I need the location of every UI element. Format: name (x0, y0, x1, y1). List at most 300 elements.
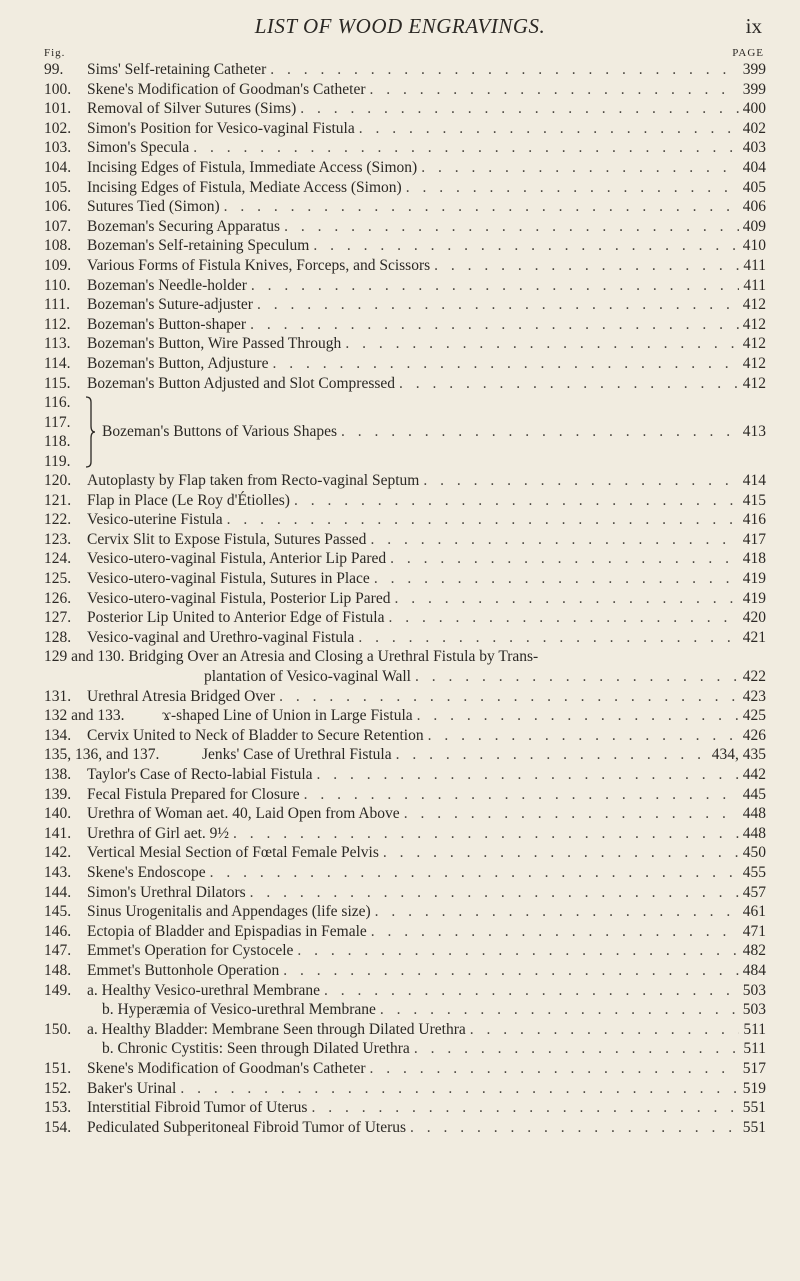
page-reference: 457 (742, 883, 766, 901)
page-reference: 517 (742, 1059, 766, 1077)
page-reference: 406 (742, 198, 766, 216)
entry-title: Cervix United to Neck of Bladder to Secure Retention (87, 726, 424, 744)
dot-leader (374, 569, 739, 589)
entry-line (87, 295, 766, 315)
entry-title: Emmet's Buttonhole Operation (87, 961, 280, 979)
page-reference: 445 (742, 785, 766, 803)
list-item (44, 295, 766, 315)
list-item (44, 785, 766, 805)
figure-number: 147. (44, 942, 72, 960)
entry-line (87, 1020, 766, 1040)
figure-number: 154. (44, 1118, 72, 1136)
dot-leader (227, 510, 739, 530)
entry-line (87, 961, 766, 981)
dot-leader (370, 530, 738, 550)
dot-leader (311, 1098, 738, 1118)
dot-leader (421, 158, 739, 178)
entry-line (87, 549, 766, 569)
entry-line (87, 569, 766, 589)
figure-number: 138. (44, 766, 72, 783)
dot-leader (224, 197, 739, 217)
list-item (44, 158, 766, 178)
page-reference: 412 (742, 296, 766, 314)
column-headings (44, 47, 764, 61)
entry-title: Vertical Mesial Section of Fœtal Female Pelvis (87, 844, 379, 862)
figure-number: 141. (44, 824, 72, 842)
page-reference: 442 (742, 766, 766, 783)
figure-number: 132 and 133. (44, 707, 125, 725)
list-item (44, 1059, 766, 1079)
dot-leader (233, 824, 739, 844)
entry-line (87, 158, 766, 178)
figure-number: 118. (44, 433, 71, 451)
entry-line (87, 510, 766, 530)
figure-number: 105. (44, 178, 72, 196)
list-item (44, 530, 766, 550)
dot-leader (300, 99, 739, 119)
page-reference: 551 (742, 1099, 766, 1117)
entry-line (87, 589, 766, 609)
entry-title: 129 and 130. Bridging Over an Atresia and Closing a Urethral Fistula by Trans- (44, 648, 539, 666)
entry-title: Bozeman's Needle-holder (87, 276, 247, 294)
page-reference: 409 (742, 217, 766, 235)
list-item (44, 197, 766, 217)
entry-title: Fecal Fistula Prepared for Closure (87, 785, 300, 803)
list-item-continuation (44, 667, 766, 687)
page-reference: 423 (742, 687, 766, 705)
entry-line (87, 60, 766, 80)
entry-title: Bozeman's Suture-adjuster (87, 296, 253, 314)
entry-line (87, 217, 766, 237)
figure-number: 106. (44, 198, 72, 216)
dot-leader (383, 843, 739, 863)
entry-title: Jenks' Case of Urethral Fistula (202, 746, 392, 764)
page-reference: 482 (742, 942, 766, 960)
dot-leader (370, 1059, 739, 1079)
engraving-list (44, 60, 766, 1137)
dot-leader (304, 785, 739, 805)
figure-number: 123. (44, 530, 72, 548)
entry-line (87, 628, 766, 648)
entry-line (87, 99, 766, 119)
entry-line (87, 883, 766, 903)
entry-line (204, 667, 766, 687)
page-reference: 399 (742, 61, 766, 78)
list-item (44, 765, 766, 785)
group-figure-numbers (44, 393, 84, 471)
figure-number: 128. (44, 628, 72, 646)
page-reference: 412 (742, 374, 766, 392)
entry-line (102, 1000, 766, 1020)
entry-title: Flap in Place (Le Roy d'Étiolles) (87, 491, 290, 509)
figure-number: 111. (44, 296, 70, 314)
dot-leader (358, 628, 738, 648)
page-reference: 419 (742, 570, 766, 588)
figure-number: 153. (44, 1099, 72, 1117)
dot-leader (414, 1039, 740, 1059)
list-item (44, 138, 766, 158)
dot-leader (396, 745, 708, 765)
entry-title: Sutures Tied (Simon) (87, 198, 220, 216)
list-item (44, 60, 766, 80)
dot-leader (359, 119, 739, 139)
entry-line (87, 863, 766, 883)
page-reference: 503 (742, 981, 766, 999)
entry-line (87, 1079, 766, 1099)
list-item (44, 119, 766, 139)
entry-line (87, 334, 766, 354)
entry-title: Urethra of Woman aet. 40, Laid Open from Above (87, 805, 400, 823)
entry-title: Skene's Modification of Goodman's Catheter (87, 1059, 366, 1077)
entry-line (87, 315, 766, 335)
page-reference: 403 (742, 139, 766, 157)
page-reference: 412 (742, 315, 766, 333)
page-reference: 412 (742, 354, 766, 372)
page-reference: 450 (742, 844, 766, 862)
dot-leader (283, 961, 739, 981)
dot-leader (404, 804, 739, 824)
page-reference: 434, 435 (711, 746, 766, 764)
page-column-heading: PAGE (732, 47, 764, 59)
entry-line (87, 687, 766, 707)
dot-leader (341, 422, 739, 442)
dot-leader (428, 726, 739, 746)
entry-title: Interstitial Fibroid Tumor of Uterus (87, 1099, 308, 1117)
list-item (44, 510, 766, 530)
entry-line (87, 608, 766, 628)
entry-title: Vesico-utero-vaginal Fistula, Sutures in Place (87, 570, 370, 588)
entry-title: Incising Edges of Fistula, Immediate Access (Simon) (87, 158, 418, 176)
dot-leader (250, 315, 739, 335)
page-title: LIST OF WOOD ENGRAVINGS. (254, 14, 546, 38)
page-reference: 461 (742, 903, 766, 921)
dot-leader (415, 667, 739, 687)
list-item (44, 471, 766, 491)
figure-number: 143. (44, 863, 72, 881)
figure-number: 140. (44, 805, 72, 823)
entry-title: Bozeman's Buttons of Various Shapes (102, 423, 337, 441)
list-item (44, 726, 766, 746)
dot-leader (180, 1079, 738, 1099)
entry-title: Bozeman's Button Adjusted and Slot Compressed (87, 374, 396, 392)
entry-title: Vesico-uterine Fistula (87, 511, 223, 529)
dot-leader (317, 765, 739, 785)
list-item (44, 647, 766, 667)
dot-leader (297, 941, 738, 961)
list-item (44, 256, 766, 276)
entry-title: Vesico-utero-vaginal Fistula, Posterior Lip Pared (87, 589, 391, 607)
figure-number: 148. (44, 961, 72, 979)
entry-line (87, 178, 766, 198)
list-item (44, 628, 766, 648)
page-reference: 419 (742, 589, 766, 607)
list-item (44, 549, 766, 569)
entry-line (44, 647, 766, 667)
figure-number: 108. (44, 237, 72, 255)
list-item (44, 1118, 766, 1138)
list-item (44, 745, 766, 765)
dot-leader (371, 922, 739, 942)
list-item (44, 217, 766, 237)
entry-line (87, 843, 766, 863)
page-reference: 426 (742, 726, 766, 744)
page-reference: 399 (742, 80, 766, 98)
entry-title: Bozeman's Button, Adjusture (87, 354, 269, 372)
entry-title: Ectopia of Bladder and Epispadias in Female (87, 922, 367, 940)
list-item (44, 315, 766, 335)
figure-number: 99. (44, 61, 64, 78)
page-reference: 511 (743, 1020, 766, 1038)
list-item (44, 236, 766, 256)
dot-leader (390, 549, 739, 569)
list-item (44, 922, 766, 942)
figure-number: 121. (44, 491, 72, 509)
figure-number: 126. (44, 589, 72, 607)
list-item (44, 608, 766, 628)
list-item (44, 80, 766, 100)
entry-title: Sinus Urogenitalis and Appendages (life size) (87, 903, 371, 921)
entry-title: Removal of Silver Sutures (Sims) (87, 100, 297, 118)
figure-number: 113. (44, 335, 71, 353)
list-item (44, 941, 766, 961)
entry-title: Skene's Modification of Goodman's Catheter (87, 80, 366, 98)
entry-title: a. Healthy Vesico-urethral Membrane (87, 981, 320, 999)
page-reference: 519 (742, 1079, 766, 1097)
page-reference: 402 (742, 119, 766, 137)
entry-title: Vesico-utero-vaginal Fistula, Anterior Lip Pared (87, 550, 387, 568)
figure-number: 117. (44, 413, 71, 431)
figure-number: 127. (44, 609, 72, 627)
entry-title-continued: plantation of Vesico-vaginal Wall (204, 668, 411, 686)
list-item (44, 334, 766, 354)
page-reference: 418 (742, 550, 766, 568)
dot-leader (394, 589, 738, 609)
dot-leader (294, 491, 739, 511)
entry-line (87, 491, 766, 511)
dot-leader (410, 1118, 739, 1138)
entry-title: Cervix Slit to Expose Fistula, Sutures Passed (87, 530, 367, 548)
entry-line (87, 138, 766, 158)
figure-number: 144. (44, 883, 72, 901)
page-reference: 411 (743, 256, 766, 274)
page-reference: 404 (742, 158, 766, 176)
page-reference: 400 (742, 100, 766, 118)
entry-line (87, 1098, 766, 1118)
dot-leader (434, 256, 739, 276)
entry-title: b. Hyperæmia of Vesico-urethral Membrane (102, 1001, 376, 1019)
figure-number: 115. (44, 374, 71, 392)
page-reference: 503 (742, 1001, 766, 1019)
figure-number: 102. (44, 119, 72, 137)
dot-leader (210, 863, 739, 883)
dot-leader (279, 687, 739, 707)
entry-line (87, 726, 766, 746)
figure-number: 114. (44, 354, 71, 372)
entry-line (87, 530, 766, 550)
figure-number: 109. (44, 256, 72, 274)
entry-line (87, 276, 766, 296)
entry-title: Autoplasty by Flap taken from Recto-vaginal Septum (87, 472, 420, 490)
entry-line (87, 471, 766, 491)
figure-number: 110. (44, 276, 71, 294)
entry-line (87, 354, 766, 374)
entry-line (87, 374, 766, 394)
dot-leader (375, 902, 739, 922)
entry-title: Skene's Endoscope (87, 863, 206, 881)
figure-number: 125. (44, 570, 72, 588)
page-reference: 471 (742, 922, 766, 940)
figure-number: 151. (44, 1059, 72, 1077)
page-reference: 411 (743, 276, 766, 294)
list-item (44, 99, 766, 119)
entry-title: Bozeman's Self-retaining Speculum (87, 237, 310, 255)
page-reference: 414 (742, 472, 766, 490)
page-reference: 413 (742, 423, 766, 441)
list-item (44, 961, 766, 981)
page-reference: 448 (742, 824, 766, 842)
figure-number: 100. (44, 80, 72, 98)
page-reference: 455 (742, 863, 766, 881)
dot-leader (272, 354, 738, 374)
figure-number: 139. (44, 785, 72, 803)
entry-line (87, 236, 766, 256)
list-item (44, 569, 766, 589)
figure-number: 101. (44, 100, 72, 118)
entry-line (87, 981, 766, 1001)
figure-number: 150. (44, 1020, 72, 1038)
fig-column-heading: Fig. (44, 47, 66, 59)
page-reference: 420 (742, 609, 766, 627)
entry-title: Simon's Specula (87, 139, 190, 157)
figure-number: 149. (44, 981, 72, 999)
entry-title: Emmet's Operation for Cystocele (87, 942, 294, 960)
list-item (44, 1000, 766, 1020)
dot-leader (417, 706, 739, 726)
entry-line (87, 80, 766, 100)
page-reference: 425 (742, 707, 766, 725)
list-item (44, 1098, 766, 1118)
dot-leader (313, 236, 738, 256)
list-item (44, 1079, 766, 1099)
dot-leader (399, 374, 739, 394)
figure-number: 142. (44, 844, 72, 862)
dot-leader (324, 981, 739, 1001)
entry-line (87, 902, 766, 922)
entry-line (87, 1059, 766, 1079)
page-reference: 416 (742, 511, 766, 529)
curly-brace-icon (84, 396, 96, 468)
entry-line (102, 1039, 766, 1059)
list-item (44, 276, 766, 296)
page-reference: 448 (742, 805, 766, 823)
dot-leader (257, 295, 739, 315)
running-header (0, 12, 800, 42)
figure-number: 146. (44, 922, 72, 940)
list-item (44, 1020, 766, 1040)
dot-leader (345, 334, 738, 354)
entry-title: Simon's Urethral Dilators (87, 883, 246, 901)
page-reference: 415 (742, 491, 766, 509)
dot-leader (193, 138, 739, 158)
list-item (44, 687, 766, 707)
list-item (44, 354, 766, 374)
figure-number: 116. (44, 394, 71, 412)
dot-leader (370, 80, 739, 100)
dot-leader (251, 276, 739, 296)
page-reference: 484 (742, 961, 766, 979)
list-item (44, 824, 766, 844)
list-item (44, 491, 766, 511)
list-item (44, 883, 766, 903)
entry-line (87, 119, 766, 139)
figure-number: 112. (44, 315, 71, 333)
figure-number: 152. (44, 1079, 72, 1097)
entry-title: Simon's Position for Vesico-vaginal Fistula (87, 119, 355, 137)
entry-line (87, 824, 766, 844)
dot-leader (250, 883, 739, 903)
entry-line (202, 745, 766, 765)
entry-title: Bozeman's Button-shaper (87, 315, 247, 333)
figure-number: 122. (44, 511, 72, 529)
figure-number: 120. (44, 472, 72, 490)
figure-number: 145. (44, 903, 72, 921)
figure-number: 134. (44, 726, 72, 744)
dot-leader (470, 1020, 740, 1040)
list-item (44, 804, 766, 824)
entry-title: Baker's Urinal (87, 1079, 177, 1097)
figure-number: 107. (44, 217, 72, 235)
page-reference: 421 (742, 628, 766, 646)
entry-line (87, 941, 766, 961)
dot-leader (380, 1000, 739, 1020)
entry-title: Sims' Self-retaining Catheter (87, 61, 267, 78)
figure-number: 119. (44, 452, 71, 470)
dot-leader (388, 608, 738, 628)
entry-line (162, 706, 766, 726)
bracketed-entry-group (44, 393, 766, 471)
list-item (44, 902, 766, 922)
entry-title: Urethral Atresia Bridged Over (87, 687, 276, 705)
dot-leader (406, 178, 739, 198)
page-reference: 410 (742, 237, 766, 255)
dot-leader (423, 471, 738, 491)
entry-title: a. Healthy Bladder: Membrane Seen through Dilated Urethra (87, 1020, 466, 1038)
figure-number: 124. (44, 550, 72, 568)
entry-line (87, 765, 766, 785)
list-item (44, 706, 766, 726)
entry-title: Vesico-vaginal and Urethro-vaginal Fistula (87, 628, 355, 646)
dot-leader (270, 60, 738, 80)
figure-number: 135, 136, and 137. (44, 746, 160, 764)
entry-line (102, 422, 766, 442)
entry-title: Bozeman's Securing Apparatus (87, 217, 281, 235)
entry-title: Taylor's Case of Recto-labial Fistula (87, 766, 313, 783)
entry-line (87, 1118, 766, 1138)
list-item (44, 178, 766, 198)
entry-line (87, 197, 766, 217)
list-item (44, 981, 766, 1001)
page-reference: 417 (742, 530, 766, 548)
entry-title: Posterior Lip United to Anterior Edge of Fistula (87, 609, 385, 627)
entry-title: ϫ-shaped Line of Union in Large Fistula (162, 707, 413, 725)
page-reference: 511 (743, 1040, 766, 1058)
entry-line (87, 804, 766, 824)
list-item (44, 589, 766, 609)
list-item (44, 843, 766, 863)
page-number: ix (745, 14, 762, 38)
figure-number: 131. (44, 687, 72, 705)
entry-title: Pediculated Subperitoneal Fibroid Tumor of Uterus (87, 1118, 407, 1136)
